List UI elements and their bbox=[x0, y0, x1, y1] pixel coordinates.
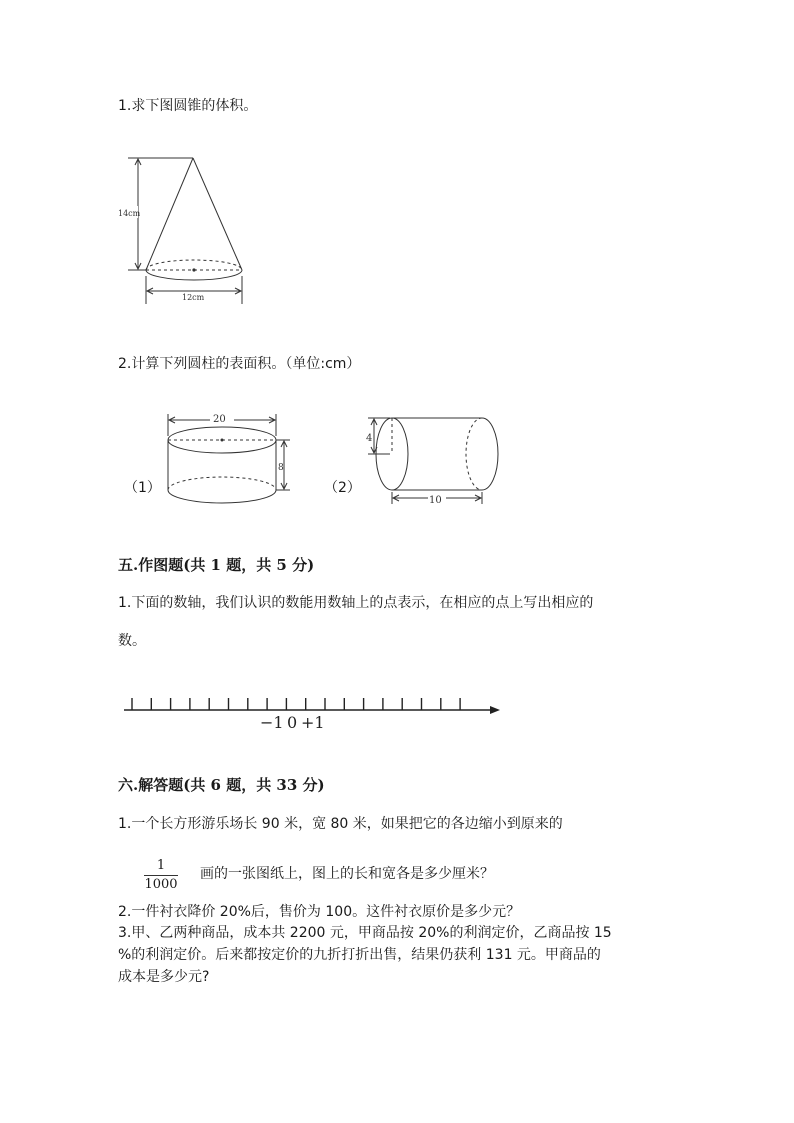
cone-base-center-dot bbox=[192, 268, 195, 271]
number-line-arrow bbox=[490, 706, 500, 714]
cylinder-1-bottom-back-arc bbox=[168, 477, 276, 490]
cone-left-edge bbox=[146, 158, 193, 270]
cylinder-1-tag: （1） bbox=[124, 480, 161, 496]
cylinder-2-radius-label: 4 bbox=[366, 433, 373, 444]
cone-diameter-label: 12cm bbox=[182, 293, 205, 302]
axis-label-plus-one: +1 bbox=[301, 713, 325, 732]
cylinder-2-length-label: 10 bbox=[429, 495, 442, 506]
section-6-q3-line2: %的利润定价。后来都按定价的九折打折出售，结果仍获利 131 元。甲商品的 bbox=[118, 947, 601, 963]
q1-cone-prompt: 1.求下图圆锥的体积。 bbox=[118, 98, 258, 114]
section-5-heading: 五.作图题(共 1 题，共 5 分) bbox=[118, 556, 315, 574]
fraction-denominator: 1000 bbox=[144, 877, 178, 892]
axis-label-zero: 0 bbox=[287, 713, 298, 732]
cylinder-1-height-label: 8 bbox=[278, 463, 284, 473]
cylinder-2-tag: （2） bbox=[324, 480, 361, 496]
section-6-q1-line2: 画的一张图纸上，图上的长和宽各是多少厘米？ bbox=[200, 866, 494, 882]
section-6-q3-line1: 3.甲、乙两种商品，成本共 2200 元，甲商品按 20%的利润定价，乙商品按 15 bbox=[118, 925, 612, 941]
section-6-q1-line1: 1.一个长方形游乐场长 90 米，宽 80 米，如果把它的各边缩小到原来的 bbox=[118, 816, 563, 832]
section-6-q3-line3: 成本是多少元? bbox=[118, 969, 210, 985]
cone-right-edge bbox=[193, 158, 242, 270]
number-line-figure bbox=[118, 690, 508, 734]
cylinder-2-right-back-arc bbox=[466, 418, 482, 490]
cylinder-1-center-dot bbox=[221, 439, 224, 442]
cylinder-2-right-front-arc bbox=[482, 418, 498, 490]
axis-label-minus-one: −1 bbox=[260, 713, 284, 732]
q2-cylinder-prompt: 2.计算下列圆柱的表面积。（单位:cm） bbox=[118, 356, 361, 372]
fraction-numerator: 1 bbox=[156, 858, 166, 873]
section-5-q1-line1: 1.下面的数轴，我们认识的数能用数轴上的点表示，在相应的点上写出相应的 bbox=[118, 595, 594, 611]
cylinder-1-diameter-label: 20 bbox=[213, 414, 226, 425]
cylinder-2-figure bbox=[360, 412, 510, 512]
section-6-heading: 六.解答题(共 6 题，共 33 分) bbox=[118, 776, 325, 794]
section-6-q2: 2.一件衬衣降价 20%后，售价为 100。这件衬衣原价是多少元？ bbox=[118, 904, 521, 920]
cylinder-1-figure bbox=[160, 408, 300, 508]
cone-figure bbox=[118, 150, 258, 310]
section-5-q1-line2: 数。 bbox=[118, 633, 146, 649]
cylinder-1-bottom-front-arc bbox=[168, 490, 276, 503]
cone-height-label: 14cm bbox=[118, 209, 141, 218]
fraction-one-thousandth bbox=[144, 858, 178, 893]
